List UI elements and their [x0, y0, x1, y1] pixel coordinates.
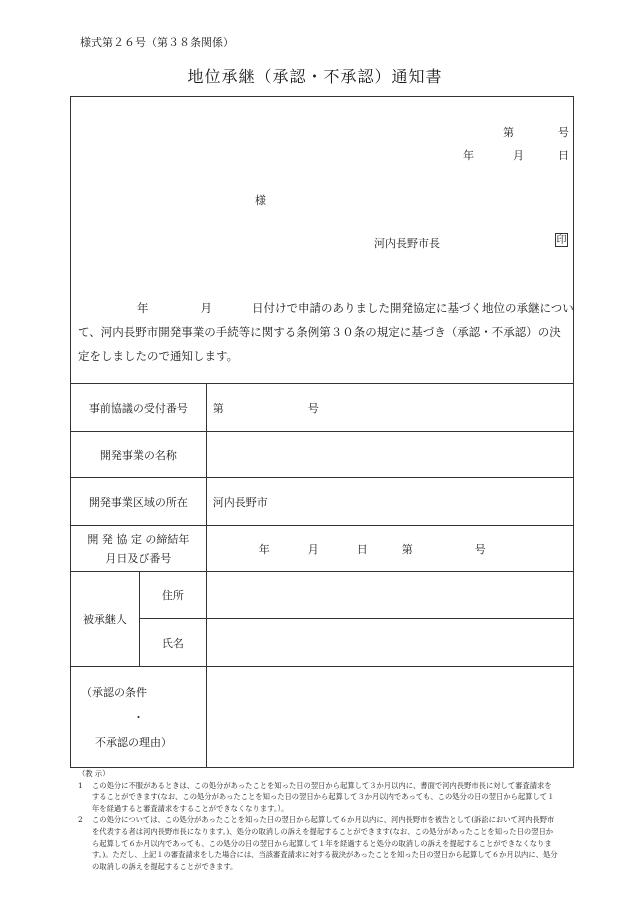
name-label: 氏名: [139, 619, 206, 667]
table-row-conditions: [71, 667, 574, 768]
note-2: 2 この処分については、この処分があったことを知った日の翌日から起算して６か月以内に、河内長野市を被告として(訴訟において河内長野市を代表する者は河内長野市長になります。)、処分の取消しの訴えを提起することができます(なお、この処分があったことを知った日の翌日から起算して６か月以内であっても、この処分の日の翌日から起算して１年を経過すると処分の取消しの訴えを提起することができなくなります。)。ただし、上記１の審査請求をした場合には、当該審査請求に対する裁決があったことを知った日の翌日から起算して６か月以内に、処分の取消しの訴えを提起することができます。: [78, 815, 558, 871]
number-go: 号: [558, 126, 569, 139]
seal-mark: 印: [556, 235, 567, 246]
details-table: [70, 383, 574, 768]
successor-label: 被承継人: [71, 572, 140, 667]
table-row-project-name: [71, 432, 574, 478]
receipt-number-label: 事前協議の受付番号: [71, 384, 207, 432]
issuer-name: 河内長野市長: [374, 237, 440, 250]
date-month: 月: [513, 149, 524, 162]
notice-body: [78, 296, 574, 368]
table-row-agreement: [71, 526, 574, 572]
agreement-label: 開 発 協 定 の締結年 月日及び番号: [71, 526, 207, 572]
name-value: [206, 619, 573, 667]
agreement-value: 年 月 日 第 号: [206, 526, 573, 572]
conditions-value: [206, 667, 573, 768]
form-number: 様式第２６号（第３８条関係）: [80, 36, 234, 49]
notes-heading: （教 示）: [78, 769, 110, 778]
address-label: 住所: [139, 572, 206, 619]
body-line-1: 年 月 日付けで申請のありました開発協定に基づく地位の承継につい: [137, 301, 574, 315]
body-line-3: 定をしましたので通知します。: [78, 349, 239, 363]
instruction-notes: [78, 768, 558, 872]
table-row-address: [71, 572, 574, 619]
table-row-receipt: [71, 384, 574, 432]
location-value: 河内長野市: [206, 478, 573, 526]
note-1: 1 この処分に不服があるときは、この処分があったことを知った日の翌日から起算して３か月以内に、書面で河内長野市長に対して審査請求をすることができます(なお、この処分があったことを知った日の翌日から起算して３か月以内であっても、この処分の日の翌日から起算して１年を経過すると審査請求をすることができなくなります。）。: [78, 780, 555, 813]
address-value: [206, 572, 573, 619]
conditions-label: （承認の条件 ・ 不承認の理由）: [71, 667, 207, 768]
date-year: 年: [463, 149, 474, 162]
date-day: 日: [558, 149, 569, 162]
table-row-name: [71, 619, 574, 667]
project-name-value: [206, 432, 573, 478]
receipt-number-value: 第 号: [206, 384, 573, 432]
project-name-label: 開発事業の名称: [71, 432, 207, 478]
recipient-suffix: 様: [255, 194, 266, 207]
body-line-2: て、河内長野市開発事業の手続等に関する条例第３０条の規定に基づき（承認・不承認）の決: [78, 325, 561, 339]
table-row-location: [71, 478, 574, 526]
location-label: 開発事業区域の所在: [71, 478, 207, 526]
number-dai: 第: [503, 126, 514, 139]
page-title: 地位承継（承認・不承認）通知書: [187, 67, 443, 86]
